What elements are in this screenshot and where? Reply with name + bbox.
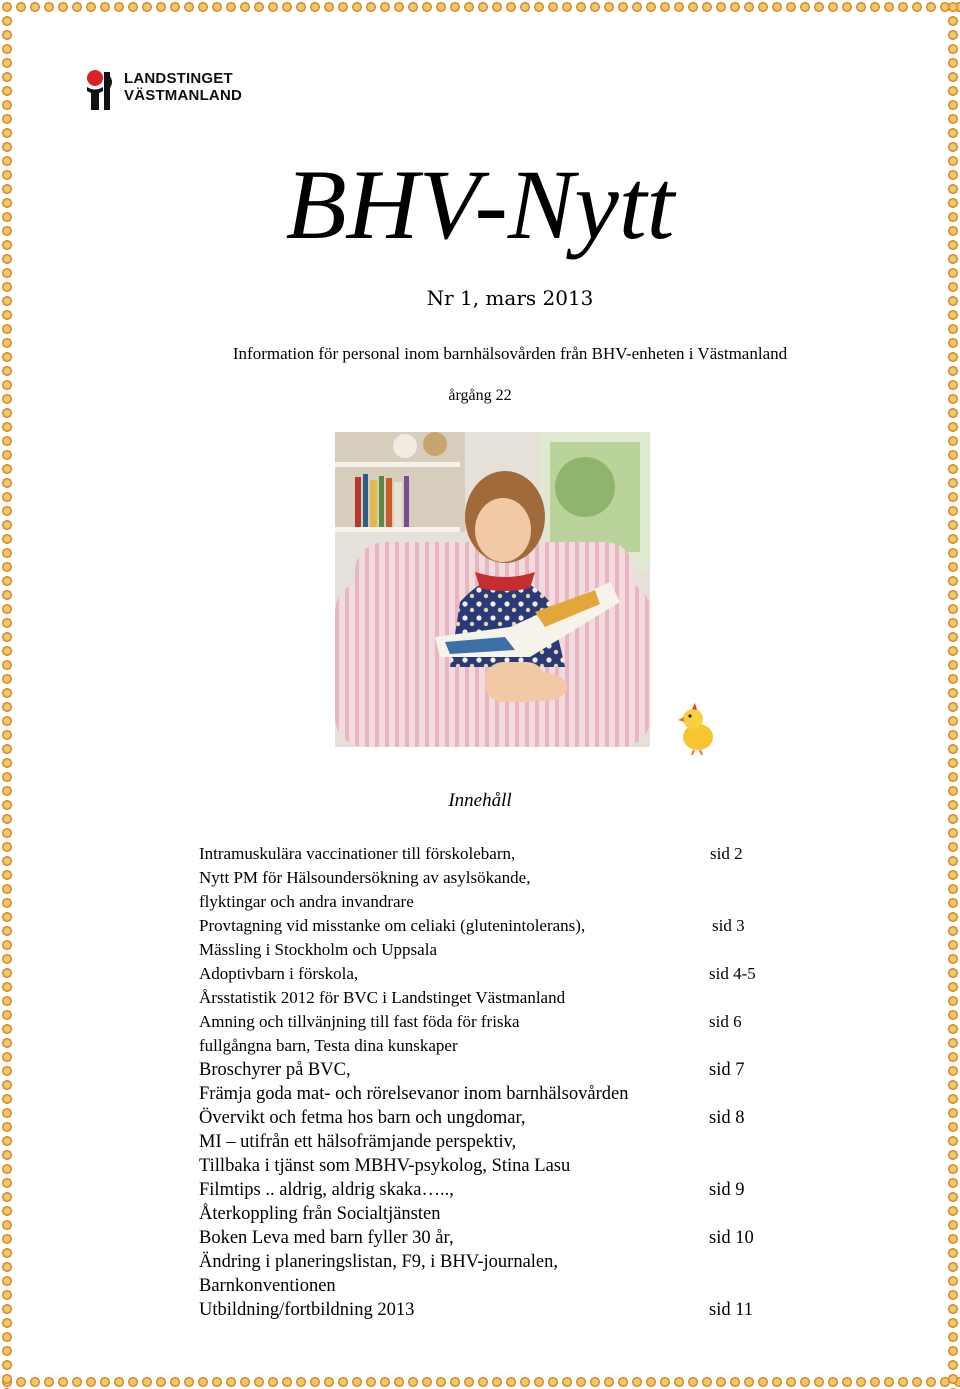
toc-item-title: Amning och tillvänjning till fast föda för friska xyxy=(199,1012,520,1031)
toc-item-title: flyktingar och andra invandrare xyxy=(199,892,414,911)
landstinget-logo xyxy=(84,68,244,112)
toc-row xyxy=(199,938,779,962)
toc-item-title: Ändring i planeringslistan, F9, i BHV-journalen, xyxy=(199,1252,559,1272)
toc-item-page: sid 3 xyxy=(712,916,745,935)
decorative-border-bottom xyxy=(0,1375,960,1389)
toc-row xyxy=(199,1202,779,1226)
toc-heading: Innehåll xyxy=(448,790,512,811)
table-of-contents xyxy=(199,842,779,1322)
toc-item-title: MI – utifrån ett hälsofrämjande perspektiv, xyxy=(199,1132,517,1152)
toc-item-title: Mässling i Stockholm och Uppsala xyxy=(199,940,437,959)
toc-item-title: Årsstatistik 2012 för BVC i Landstinget Västmanland xyxy=(199,988,566,1007)
toc-item-title: Intramuskulära vaccinationer till förskolebarn, xyxy=(199,844,516,863)
toc-row xyxy=(199,1178,779,1202)
issue-number: Nr 1, mars 2013 xyxy=(426,286,594,310)
newsletter-title: BHV-Nytt xyxy=(285,149,675,260)
toc-row xyxy=(199,914,779,938)
toc-item-page: sid 2 xyxy=(710,844,743,863)
logo-text xyxy=(124,70,242,104)
toc-item-title: Adoptivbarn i förskola, xyxy=(199,964,359,983)
logo-line-1: LANDSTINGET xyxy=(124,70,233,87)
cover-photo xyxy=(335,432,650,747)
toc-item-title: Främja goda mat- och rörelsevanor inom barnhälsovården xyxy=(199,1084,629,1104)
toc-row xyxy=(199,1226,779,1250)
toc-row xyxy=(199,842,779,866)
toc-item-title: Barnkonventionen xyxy=(199,1276,336,1296)
toc-item-title: fullgångna barn, Testa dina kunskaper xyxy=(199,1036,458,1055)
toc-row xyxy=(199,1130,779,1154)
toc-item-title: Tillbaka i tjänst som MBHV-psykolog, Stina Lasu xyxy=(199,1156,571,1176)
toc-item-page: sid 9 xyxy=(709,1180,745,1200)
toc-item-page: sid 11 xyxy=(709,1300,754,1320)
logo-line-2: VÄSTMANLAND xyxy=(124,87,243,104)
toc-row xyxy=(199,1034,779,1058)
toc-item-title: Filmtips .. aldrig, aldrig skaka….., xyxy=(199,1180,454,1200)
toc-item-page: sid 7 xyxy=(709,1060,745,1080)
toc-row xyxy=(199,1298,779,1322)
toc-row xyxy=(199,962,779,986)
chick-icon xyxy=(678,703,718,755)
toc-item-title: Provtagning vid misstanke om celiaki (glutenintolerans), xyxy=(199,916,586,935)
publication-info: Information för personal inom barnhälsovården från BHV-enheten i Västmanland xyxy=(232,344,788,363)
toc-item-page: sid 6 xyxy=(709,1012,742,1031)
volume-label: årgång 22 xyxy=(448,387,512,404)
toc-row xyxy=(199,1154,779,1178)
toc-item-title: Broschyrer på BVC, xyxy=(199,1060,351,1080)
toc-row xyxy=(199,890,779,914)
logo-emblem-icon xyxy=(84,68,124,112)
decorative-border-top xyxy=(0,0,960,14)
toc-item-page: sid 8 xyxy=(709,1108,745,1128)
toc-row xyxy=(199,1058,779,1082)
toc-row xyxy=(199,866,779,890)
toc-row xyxy=(199,986,779,1010)
toc-item-title: Nytt PM för Hälsoundersökning av asylsökande, xyxy=(199,868,531,887)
toc-item-title: Övervikt och fetma hos barn och ungdomar, xyxy=(199,1108,526,1128)
toc-item-page: sid 10 xyxy=(709,1228,754,1248)
toc-item-title: Återkoppling från Socialtjänsten xyxy=(199,1204,441,1224)
toc-row xyxy=(199,1274,779,1298)
toc-item-title: Boken Leva med barn fyller 30 år, xyxy=(199,1228,454,1248)
toc-row xyxy=(199,1010,779,1034)
toc-row xyxy=(199,1250,779,1274)
toc-item-title: Utbildning/fortbildning 2013 xyxy=(199,1300,415,1320)
toc-row xyxy=(199,1082,779,1106)
toc-item-page: sid 4-5 xyxy=(709,964,756,983)
toc-row xyxy=(199,1106,779,1130)
